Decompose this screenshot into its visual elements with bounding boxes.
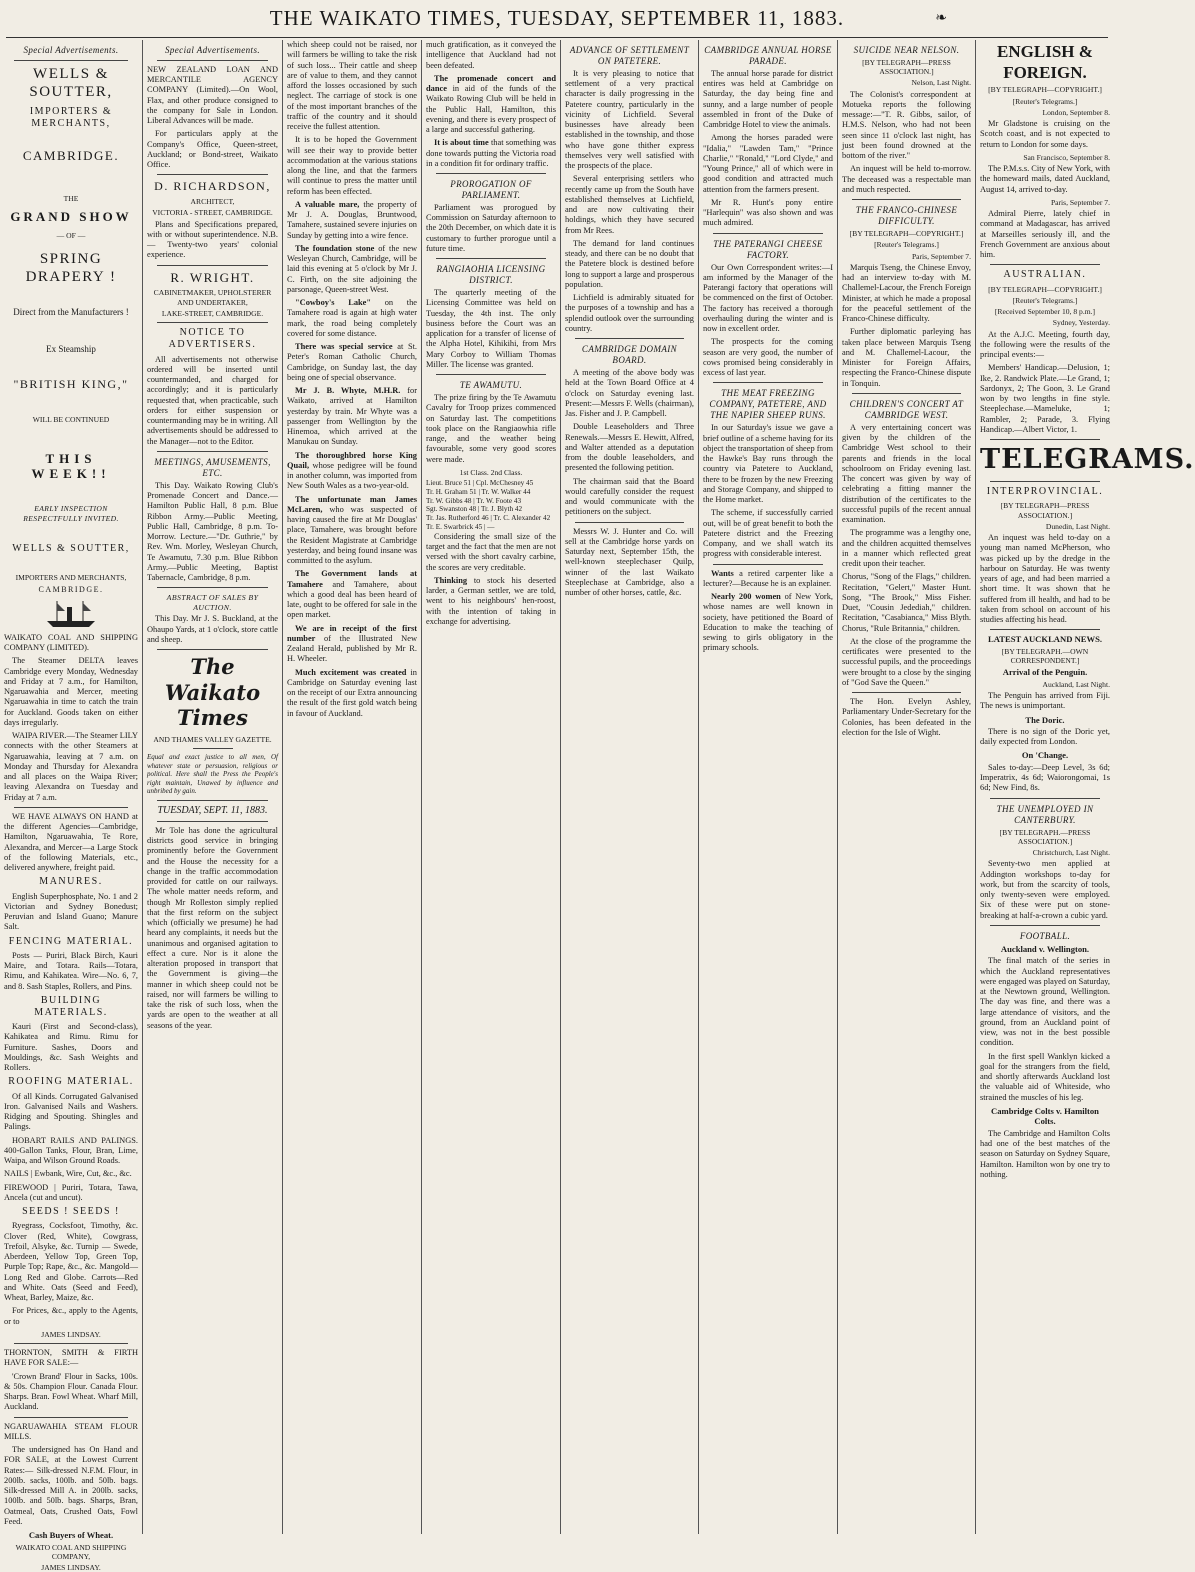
masthead-title: THE WAIKATO TIMES, TUESDAY, SEPTEMBER 11, 1883.	[269, 6, 845, 30]
parliament-text: Parliament was prorogued by Commission on Saturday afternoon to the 20th December, on which date it is customary to further prorogue until a future time.	[426, 202, 556, 253]
building-heading: BUILDING MATERIALS.	[34, 994, 108, 1019]
divider	[990, 481, 1100, 482]
divider	[852, 393, 961, 394]
item-text: in Cambridge on Saturday evening last on the receipt of our Extra announcing the result of the first gold watch being in favour of Auckland.	[287, 667, 417, 718]
horse-parade-p2: Among the horses paraded were "Idalia," "Lawden Tam," "Prince Charlie," "Ronald," "Lord Clyde," and "Young Prince," all of which were in good condition and attracted much attention from the farmers present.	[703, 133, 833, 194]
suicide-place: Nelson, Last Night.	[911, 78, 971, 88]
suicide-p2: An inquest will be held to-morrow. The deceased was a respectable man and much respected.	[842, 164, 971, 194]
franco-source: [BY TELEGRAPH—COPYRIGHT.]	[849, 229, 964, 239]
score-row: Tr. Jas. Rutherford 46 | Tr. C. Alexander 42	[426, 514, 551, 523]
change-heading: On 'Change.	[1021, 750, 1069, 761]
ad-the: THE	[63, 193, 79, 203]
divider	[990, 798, 1100, 799]
ad-inspection: EARLY INSPECTION RESPECTFULLY INVITED.	[23, 504, 119, 523]
leader-close: It is to be hoped the Government will see their way to provide better accommodation at the various stations along the line, and that the farmers will continue to press the matter until reform has been effected.	[287, 135, 417, 196]
richardson-name: D. RICHARDSON,	[154, 179, 271, 194]
children-concert-p3: At the close of the programme the certificates were presented to the successful pupils, and the proceedings were brought to a close by the singing of "God Save the Queen."	[842, 636, 971, 687]
australian-heading: AUSTRALIAN.	[1003, 269, 1087, 281]
divider	[157, 451, 268, 452]
te-awamutu-text: The prize firing by the Te Awamutu Cavalry for Troop prizes commenced on Saturday last. The competitions took place on the Rangiaowhia rifle range, and the weather being favourable, some very good scores were made.	[426, 393, 556, 464]
seeds-text: Ryegrass, Cocksfoot, Timothy, &c. Clover (Red, White), Cowgrass, Trefoil, Alsyke, &c. Turnip — Swede, Aberdeen, Yellow Top, Green Top, Purple Top; Rape, &c., &c. Mangold—Long Red and Globe. Carrots—Red and White. Oats (Seed and Feed), Wheat, Barley, Maize, &c.	[4, 1221, 138, 1303]
item-text: at St. Peter's Roman Catholic Church, Cambridge, on Sunday last, the day being one of special observance.	[287, 342, 418, 382]
divider	[990, 629, 1100, 630]
domain-board-p2: Double Leaseholders and Three Renewals.—Messrs E. Hewitt, Alfred, and Walter attended as a deputation from the double leaseholders, and presented the following petition.	[565, 422, 694, 473]
penguin-heading: Arrival of the Penguin.	[1002, 667, 1088, 678]
cheese-factory-heading: THE PATERANGI CHEESE FACTORY.	[713, 238, 823, 260]
paris-place: Paris, September 7.	[1050, 197, 1110, 207]
change-text: Sales to-day:—Deep Level, 3s 6d; Imperatrix, 4s 6d; Waiorongomai, 1s 6d; New Find, 8s.	[980, 762, 1110, 793]
horse-parade-p3: Mr R. Hunt's pony entire "Harlequin" was also shown and was much admired.	[703, 197, 833, 228]
colts-heading: Cambridge Colts v. Hamilton Colts.	[991, 1105, 1099, 1127]
section-header: Special Advertisements.	[23, 45, 119, 55]
divider	[713, 564, 823, 565]
section-header: Special Advertisements.	[164, 45, 260, 55]
column-2	[143, 40, 282, 1534]
meat-freezing-p2: The scheme, if successfully carried out, will be of great benefit to both the Patetere district and the Freezing Company, and we shall watch its progress with considerable interest.	[703, 508, 833, 559]
divider	[157, 322, 268, 323]
ad-this-week: THIS WEEK!!	[31, 450, 111, 482]
fencing-text: Posts — Puriri, Black Birch, Kauri Maire, and Totara. Rails—Totara, Rimu, and Kahikatea. Wire—No. 6, 7, and 8. Sash Staples, Rollers, and Pins.	[4, 950, 138, 991]
london-place: London, September 8.	[1042, 107, 1110, 117]
ashley-note: The Hon. Evelyn Ashley, Parliamentary Under-Secretary for the Colonies, has been defeated in the election for the Isle of Wight.	[842, 697, 971, 737]
notice-heading: NOTICE TO ADVERTISERS.	[168, 327, 257, 351]
settlement-p1: It is very pleasing to notice that settlement of a very practical character is daily progressing in the Patetere country, particularly in the vicinity of Lichfield. Several businesses have already been established in the township, and those who have gone thither express themselves very well satisfied with the prospects of the place.	[565, 68, 694, 171]
settlement-p3: The demand for land continues steady, and there can be no doubt that the Patetere block is destined before long to support a large and prosperous population.	[565, 238, 694, 289]
item-lead: The unfortunate man James McLaren,	[287, 494, 417, 514]
wheat-company: WAIKATO COAL AND SHIPPING COMPANY,	[15, 1542, 127, 1561]
nails-text: NAILS | Ewbank, Wire, Cut, &c., &c.	[4, 1169, 132, 1179]
item-text: the property of Mr J. A. Douglas, Bruntwood, Tamahere, sustained severe injuries on Sunday by getting into a wire fence.	[287, 199, 417, 240]
english-reuter: [Reuter's Telegrams.]	[1012, 96, 1078, 106]
town-name: CAMBRIDGE.	[22, 147, 120, 163]
dunedin-text: An inquest was held to-day on a young man named McPherson, who was picked up by the dredge in the harbour on Saturday. He was twenty years of age, and had been married a short time. It was shown that he suffered from ill health, and had to be taken from school on account of his studies affecting his head.	[980, 533, 1110, 625]
steam-text: The Steamer DELTA leaves Cambridge every Monday, Wednesday and Friday at 7 a.m., for Hamilton, Ngaruawahia and Mercer, meeting Ngaruawahia in time to catch the train for Auckland. Goods taken on either days irregularly.	[4, 656, 138, 727]
settlement-p2: Several enterprising settlers who recently came up from the South have established themselves at Lichfield, and are now cultivating their holdings, which they have secured from Mr Rees.	[565, 174, 694, 235]
lindsay-sign: JAMES LINDSAY.	[41, 1329, 101, 1339]
doric-text: There is no sign of the Doric yet, daily expected from London.	[980, 726, 1110, 747]
manures-heading: MANURES.	[39, 876, 103, 888]
paris-text: Admiral Pierre, lately chief in command at Madagascar, has arrived at Marseilles seriously ill, and the French Government are anxious about him.	[980, 209, 1110, 260]
column-1	[0, 40, 142, 1572]
auckland-news-heading: LATEST AUCKLAND NEWS.	[987, 634, 1103, 645]
ngaru-heading: NGARUAWAHIA STEAM FLOUR MILLS.	[4, 1421, 138, 1441]
fencing-heading: FENCING MATERIAL.	[8, 935, 134, 947]
interprovincial-heading: INTERPROVINCIAL.	[986, 486, 1104, 498]
firm-subtitle-2: IMPORTERS AND MERCHANTS,	[15, 572, 127, 582]
column-4	[422, 40, 560, 1534]
roofing-heading: ROOFING MATERIAL.	[8, 1076, 134, 1088]
firewood-text: FIREWOOD | Puriri, Totara, Tawa, Ancela (cut and uncut).	[4, 1182, 138, 1202]
divider	[14, 1343, 128, 1344]
sydney-place: Sydney, Yesterday.	[1052, 318, 1110, 328]
football-p1: The final match of the series in which the Auckland representatives were engaged was played on Saturday, at the Newtown ground, Wellington. The day was fine, and there was a large attendance of visitors, and the ground, from an Auckland point of view, was not in the best possible condition.	[980, 956, 1110, 1048]
divider	[713, 233, 823, 234]
divider	[990, 439, 1100, 440]
te-awamutu-heading: TE AWAMUTU.	[459, 380, 523, 391]
horse-parade-heading: CAMBRIDGE ANNUAL HORSE PARADE.	[704, 45, 832, 66]
divider	[14, 1417, 128, 1418]
meetings-heading: MEETINGS, AMUSEMENTS, ETC.	[154, 456, 271, 478]
masthead-ornament-icon: ❧	[935, 11, 948, 26]
meat-freezing-heading: THE MEAT FREEZING COMPANY, PATETERE, AND THE NAPIER SHEEP RUNS.	[709, 388, 827, 421]
divider	[157, 265, 268, 266]
divider	[575, 522, 684, 523]
building-text: Kauri (First and Second-class), Kahikatea and Rimu. Rimu for Furniture. Sashes, Doors and Mouldings, &c. Sash Weights and Rollers.	[4, 1022, 138, 1073]
rangiaohia-heading: RANGIAOHIA LICENSING DISTRICT.	[436, 264, 546, 286]
hobart-text: HOBART RAILS AND PALINGS. 400-Gallon Tanks, Flour, Bran, Lime, Waipa, and Wilson Ground Roads.	[4, 1135, 138, 1166]
richardson-text: Plans and Specifications prepared, with or without superintendence. N.B. — Twenty-two years' colonial experience.	[147, 219, 278, 260]
auckland-wellington-heading: Auckland v. Wellington.	[1000, 943, 1090, 954]
football-p2: In the first spell Wanklyn kicked a goal for the strangers from the field, and shortly afterwards Auckland lost the valuable aid of Whiteside, who strained the muscles of his leg.	[980, 1051, 1110, 1102]
australian-reuter: [Reuter's Telegrams.]	[1012, 295, 1078, 305]
item-text: and Tamahere, about which a good deal has been heard of late, ought to be offered for sale in the open market.	[287, 579, 417, 620]
notice-text: All advertisements not otherwise ordered will be inserted until countermanded, and charged for accordingly; and it is particularly requested that, when practicable, such orders for either suspension or countermanding may be in writing. All advertisements should be addressed to the Manager—not to the Editor.	[147, 354, 278, 446]
franco-heading: THE FRANCO-CHINESE DIFFICULTY.	[855, 205, 958, 227]
thornton-heading: THORNTON, SMITH & FIRTH HAVE FOR SALE:—	[4, 1348, 138, 1368]
children-concert-heading: CHILDREN'S CONCERT AT CAMBRIDGE WEST.	[849, 398, 964, 420]
steam-company: WAIKATO COAL AND SHIPPING COMPANY (LIMITED).	[4, 632, 138, 653]
franco-reuter: [Reuter's Telegrams.]	[874, 240, 939, 250]
divider	[14, 807, 128, 808]
scores-after: Considering the small size of the target and the fact that the men are not versed with the short cavalry carbine, the scores are very creditable.	[426, 531, 556, 572]
leader-continued: which sheep could not be raised, nor will farmers be willing to take the risk of such loss... Their cattle and sheep are of value to them, and they cannot afford the losses occasioned by such neglect. The carriage of stock is one of the most important branches of the traffic of the country and it should receive the fullest attention.	[287, 40, 417, 131]
divider	[990, 925, 1100, 926]
roofing-text: Of all Kinds. Corrugated Galvanised Iron. Galvanised Nails and Washers. Ridging and Spouting. Shingles and Palings.	[4, 1091, 138, 1132]
domain-board-heading: CAMBRIDGE DOMAIN BOARD.	[581, 344, 678, 366]
score-row: Tr. H. Graham 51 | Tr. W. Walker 44	[426, 487, 531, 496]
wright-title: CABINETMAKER, UPHOLSTERER AND UNDERTAKER,	[153, 288, 272, 307]
richardson-title: ARCHITECT,	[190, 197, 235, 207]
item-lead: Thinking	[434, 575, 468, 585]
sydney-text: At the A.J.C. Meeting, fourth day, the following were the results of the principal events:—	[980, 329, 1110, 360]
divider	[990, 264, 1100, 265]
item-lead: Wants	[711, 568, 734, 578]
ad-spring-drapery: SPRING DRAPERY !	[25, 251, 117, 286]
dunedin-place: Dunedin, Last Night.	[1045, 521, 1110, 531]
item-lead: "Cowboy's Lake"	[295, 298, 372, 307]
item-text: whose pedigree will be found in another column, was imported from New South Wales as a two-year-old.	[287, 460, 417, 491]
divider	[157, 649, 268, 650]
english-source: [BY TELEGRAPH—COPYRIGHT.]	[988, 85, 1102, 95]
town-name-2: CAMBRIDGE.	[38, 585, 104, 595]
english-foreign-heading: ENGLISH & FOREIGN.	[997, 42, 1093, 82]
australian-received: [Received September 10, 8 p.m.]	[994, 307, 1096, 317]
firm-subtitle: IMPORTERS & MERCHANTS,	[29, 105, 113, 129]
christchurch-place: Christchurch, Last Night.	[1032, 848, 1110, 858]
horse-parade-p1: The annual horse parade for district entires was held at Cambridge on Saturday, the day being fine and sunny, and a large number of people assembled in front of the Duke of Cambridge Hotel to view the animals.	[703, 68, 833, 130]
telegrams-heading: TELEGRAMS.	[980, 444, 1195, 476]
item-text: a retired carpenter like a lecturer?—Because he is an explainer.	[703, 568, 834, 588]
divider	[713, 382, 823, 383]
christchurch-text: Seventy-two men applied at Addington workshops to-day for work, but from the scarcity of tools, only twenty-seven were employed. Six of these were put on stone-breaking at half-a-crown a cubic yard.	[980, 859, 1110, 920]
divider	[436, 173, 546, 174]
item-lead: The promenade concert and dance	[426, 73, 556, 93]
divider	[436, 258, 546, 259]
race-results: Members' Handicap.—Delusion, 1; Ike, 2. Randwick Plate.—Le Grand, 1; Sardonyx, 2; The Goon, 3. Le Grand won by two lengths in fine style. Steeplechase.—Mameluke, 1; Rambler, 2; Parade, 3. Flying Handicap.—Albert Victor, 1.	[980, 363, 1110, 434]
item-lead: A valuable mare,	[295, 199, 360, 209]
cheese-factory-p1: Our Own Correspondent writes:—I am informed by the Manager of the Paterangi factory that operations will be commenced on the first of October. The factory has received a thorough overhauling during the winter and is now in excellent order.	[703, 262, 833, 334]
column-8	[976, 40, 1195, 1534]
ad-grand-show: GRAND SHOW	[10, 209, 132, 225]
wright-name: R. WRIGHT.	[170, 269, 255, 285]
divider	[157, 800, 268, 801]
unemployed-heading: THE UNEMPLOYED IN CANTERBURY.	[996, 803, 1094, 825]
firm-name: WELLS & SOUTTER,	[29, 65, 113, 101]
nz-loan-text-2: For particulars apply at the Company's Office, Queen-street, Auckland; or Bond-street, Waikato Office.	[147, 129, 278, 170]
rangiaohia-text: The quarterly meeting of the Licensing Committee was held on Tuesday, the 4th inst. The only business before the Court was an application for a transfer of license of the Alpha Hotel, Kihikihi, from Mrs Mary Corboy to William Thomas Miller. The license was granted.	[426, 288, 556, 369]
item-text: of the new Wesleyan Church, Cambridge, will be laid this evening at 5 o'clock by Mr J. C. Firth, on the site adjoining the parsonage, Queen-street West.	[287, 243, 418, 294]
item-text: for Waikato, arrived at Hamilton yesterday by train. Mr Whyte was a passenger from Wellington by the Hinemoa, which arrived at the Manukau on Sunday.	[287, 386, 417, 447]
item-text: of New York, whose names are well known in society, have petitioned the Board of Education to make the teaching of sewing to girls obligatory in the primary schools.	[703, 592, 834, 653]
ngaru-text: The undersigned has On Hand and FOR SALE, at the Lowest Current Rates:— Silk-dressed N.F.M. Flour, in 200lb. sacks, 100lb. and 50lb. bags. Silk-dressed Mill A. in 200lb. sacks, 100lb. and 50lb. bags. Sharps, Bran, Oatmeal, Oats, Crushed Oats, Fowl Feed.	[4, 1445, 138, 1526]
interprovincial-source: [BY TELEGRAPH—PRESS ASSOCIATION.]	[1000, 501, 1090, 520]
thornton-items: 'Crown Brand' Flour in Sacks, 100s. & 50s. Champion Flour. Canada Flour. Sharps. Bran. Fowl Wheat. Wharf Mill, Auckland.	[4, 1371, 138, 1412]
children-concert-programme: Chorus, "Song of the Flags," children. Recitation, "Gelert," Master Hunt. Song, "The Brook," Miss Fisher. Duet, "Cousin Jedediah," children. Recitation, "Casabianca," Miss Blyth. Chorus, "Rule Britannia," children.	[842, 572, 971, 633]
colts-text: The Cambridge and Hamilton Colts had one of the best matches of the season on Saturday on Sydney Square, Hamilton. Hamilton won by one try to nothing.	[980, 1128, 1110, 1179]
item-lead: Much excitement was created	[295, 667, 407, 677]
column-7	[838, 40, 975, 1534]
football-heading: FOOTBALL.	[1019, 930, 1071, 941]
item-lead: We are in receipt of the first number	[287, 623, 417, 643]
sale-note: Messrs W. J. Hunter and Co. will sell at the Cambridge horse yards on Saturday next, September 15th, the well-known steeplechaser Quilp, winner of the last Waikato Steeplechase at Cambridge, also a number of other horses, cattle, &c.	[565, 526, 694, 598]
ad-of: — OF —	[56, 230, 86, 240]
suicide-source: [BY TELEGRAPH—PRESS ASSOCIATION.]	[862, 57, 951, 77]
sales-heading: ABSTRACT OF SALES BY AUCTION.	[166, 593, 259, 612]
leader-text: Mr Tole has done the agricultural districts good service in bringing prominently before the Government and the House the necessity for a change in the traffic accommodation provided for cattle on our railways. The whole matter needs reform, and though Mr Rolleston simply replied that the first reform on the subject which (officially we presume) he had heard any complaints, it needs but the unanimous and organised agitation to effect a cure. Nor is it alone the alteration proposed in transport that the Government is giving—the manner in which sheep could not be raised, nor will farmers be willing to take the risk of such loss, when the yards are open to the weather at all seasons of the year.	[147, 825, 278, 1030]
domain-board-p1: A meeting of the above body was held at the Town Board Office at 4 o'clock on Saturday evening last. Present:—Messrs F. Wells (chairman), Jas. Fisher and J. P. Campbell.	[565, 368, 694, 419]
item-text: to stock his deserted larder, a German settler, we are told, went to his neighbours' hen-roost, with the intention of taking in exchange for advertising.	[426, 575, 556, 626]
ad-ship-name: "BRITISH KING,"	[13, 376, 129, 391]
seeds-heading: SEEDS ! SEEDS !	[22, 1206, 120, 1218]
ad-direct: Direct from the Manufacturers !	[13, 306, 129, 317]
score-row: Tr. E. Swarbrick 45 | —	[426, 523, 495, 531]
scores-header: 1st Class. 2nd Class.	[459, 467, 523, 477]
steamship-icon	[43, 599, 99, 629]
ad-continued: WILL BE CONTINUED	[32, 415, 110, 425]
item-lead: It is about time	[434, 138, 489, 148]
meat-freezing-p1: In our Saturday's issue we gave a brief outline of a scheme having for its object the transportation of sheep from the Hawke's Bay runs through the country via Patetere to Auckland, there to be frozen by the new Freezing and Storage Company, and shipped to the Home market.	[703, 423, 834, 505]
suicide-heading: SUICIDE NEAR NELSON.	[853, 45, 960, 55]
ad-ex-steamship: Ex Steamship	[46, 343, 96, 354]
firm-name-2: WELLS & SOUTTER,	[12, 542, 130, 554]
meetings-text: This Day. Waikato Rowing Club's Promenade Concert and Dance.—Hamilton Public Hall, 8 p.m. Blue Ribbon Army.—Public Meeting, Public Hall, Cambridge, 8 p.m. To-Morrow. Lecture.—"Dr. Guthrie," by Rev. Wm. Morley, Wesleyan Church, Te Awamutu, 7.30 p.m. Blue Ribbon Army.—Public Meeting, Baptist Tabernacle, Cambridge, 8 p.m.	[147, 480, 278, 583]
paper-subtitle: AND THAMES VALLEY GAZETTE.	[153, 734, 272, 744]
item-lead: There was special service	[295, 342, 393, 351]
manures-text: English Superphosphate, No. 1 and 2 Victorian and Sydney Bonedust; Peruvian and Island Guano; Manure Salt.	[4, 891, 138, 932]
item-lead: The Government lands at Tamahere	[287, 569, 417, 589]
children-concert-p1: A very entertaining concert was given by the children of the Cambridge West school to their parents and friends in the local schoolroom on Friday evening last. The concert was given by way of celebrating a fitting manner the distribution of the certificates to the successful pupils of the recent annual examination.	[842, 422, 971, 525]
sanfran-text: The P.M.s.s. City of New York, with the homeward mails, dated Auckland, August 14, arrived to-day.	[980, 164, 1110, 194]
penguin-text: The Penguin has arrived from Fiji. The news is unimportant.	[980, 691, 1110, 711]
on-hand-text: WE HAVE ALWAYS ON HAND at the different Agencies—Cambridge, Hamilton, Ngaruawahia, Te Rore, Alexandra, and Mercer—a Large Stock of the following Materials, etc., delivered anywhere, freight paid.	[4, 811, 138, 873]
children-concert-p2: The programme was a lengthy one, and the children acquitted themselves in a manner which reflected great credit upon their teacher.	[842, 528, 971, 569]
column-5	[561, 40, 698, 1534]
unemployed-source: [BY TELEGRAPH.—PRESS ASSOCIATION.]	[999, 827, 1091, 846]
richardson-address: VICTORIA - STREET, CAMBRIDGE.	[152, 208, 273, 218]
item-text: who was suspected of having caused the fire at Mr Douglas' place, Tamahere, was brought before the Resident Magistrate at Cambridge yesterday, and being found insane was committed to the asylum.	[287, 504, 418, 565]
divider	[193, 748, 233, 749]
column-6	[699, 40, 837, 1534]
franco-place: Paris, September 7.	[911, 251, 971, 261]
masthead	[0, 6, 1114, 36]
divider	[436, 374, 546, 375]
settlement-p4: Lichfield is admirably situated for the purposes of a township and has a splendid outlook over the surrounding country.	[565, 293, 694, 333]
concert-lead-in: much gratification, as it conveyed the intelligence that Auckland had not been defeated.	[426, 40, 556, 70]
divider	[14, 60, 128, 61]
cheese-factory-p2: The prospects for the coming season are very good, the number of cows promised being considerably in excess of last year.	[703, 337, 833, 378]
penguin-place: Auckland, Last Night.	[1042, 679, 1110, 689]
franco-p2: Further diplomatic parleying has taken place between Marquis Tseng and M. Challemel-Lacour, the Minister for Foreign Affairs, respecting the Franco-Chinese dispute in Tonquin.	[842, 327, 971, 388]
domain-board-p3: The chairman said that the Board would carefully consider the request and would communicate with the petitioners on the subject.	[565, 476, 694, 517]
franco-p1: Marquis Tseng, the Chinese Envoy, had an interview to-day with M. Challemel-Lacour, the French Foreign Minister, at which he made a proposal for the peaceful settlement of the Franco-Chinese difficulty.	[842, 262, 971, 324]
wheat-heading: Cash Buyers of Wheat.	[28, 1530, 114, 1541]
item-text: that something was done towards putting the Victoria road in a condition fit for ordinary traffic.	[426, 138, 556, 168]
doric-heading: The Doric.	[1025, 714, 1065, 725]
wright-address: LAKE-STREET, CAMBRIDGE.	[161, 308, 264, 318]
paper-motto: Equal and exact justice to all men, Of whatever state or persuasion, religious or political. Here shall the Press the People's right maintain, Unawed by influence and unbribed by gain.	[147, 753, 278, 796]
score-row: Tr. W. Gibbs 48 | Tr. W. Foote 43	[426, 496, 522, 505]
divider	[157, 821, 268, 822]
item-lead: Nearly 200 women	[711, 592, 781, 602]
item-lead: The thoroughbred horse King Quail,	[287, 450, 417, 470]
paper-title: The Waikato Times	[164, 654, 261, 731]
divider	[852, 692, 961, 693]
score-row: Lieut. Bruce 51 | Cpl. McChesney 45	[426, 479, 534, 488]
australian-source: [BY TELEGRAPH—COPYRIGHT.]	[988, 284, 1102, 294]
wheat-sign: JAMES LINDSAY.	[41, 1563, 101, 1572]
item-lead: Mr J. B. Whyte, M.H.R.	[295, 386, 401, 395]
divider	[575, 338, 684, 339]
item-lead: The foundation stone	[295, 243, 375, 253]
column-3	[283, 40, 421, 1534]
auckland-news-source: [BY TELEGRAPH.—OWN CORRESPONDENT.]	[1001, 646, 1089, 666]
divider	[852, 199, 961, 200]
divider	[157, 174, 268, 175]
parliament-heading: PROROGATION OF PARLIAMENT.	[450, 179, 532, 200]
waipa-text: WAIPA RIVER.—The Steamer LILY connects with the other Steamers at Ngaruawahia, leaving at 7 a.m. on Monday and Thursday for Alexandra and all places on the Waipa River; leaving Alexandra on Tuesday and Friday at 7 a.m.	[4, 731, 138, 802]
item-text: in aid of the funds of the Waikato Rowing Club will be held in the Public Hall, Hamilton, this evening, and there is every prospect of a large and successful gathering.	[426, 84, 557, 134]
masthead-rule	[6, 37, 1108, 38]
settlement-heading: ADVANCE OF SETTLEMENT ON PATETERE.	[569, 45, 690, 66]
item-text: on the Tamahere road is again at high water mark, the road being completely covered for some distance.	[287, 298, 418, 338]
sales-text: This Day. Mr J. S. Buckland, at the Ohaupo Yards, at 1 o'clock, store cattle and sheep.	[147, 614, 278, 644]
london-text: Mr Gladstone is cruising on the Scotch coast, and is not expected to return to London for some days.	[980, 119, 1110, 149]
prices-text: For Prices, &c., apply to the Agents, or to	[4, 1306, 138, 1326]
score-row: Sgt. Swanston 48 | Tr. J. Blyth 42	[426, 505, 523, 514]
divider	[157, 60, 268, 61]
issue-date: TUESDAY, SEPT. 11, 1883.	[157, 804, 268, 816]
divider	[157, 587, 268, 588]
suicide-p1: The Colonist's correspondent at Motueka reports the following message:—"T. R. Gibbs, sailor, of H.M.S. Nelson, who had not been seen since 11 o'clock last night, has just been found drowned at the bottom of the river."	[842, 89, 971, 161]
sanfran-place: San Francisco, September 8.	[1023, 152, 1110, 162]
item-text: of the Illustrated New Zealand Herald, published by Mr R. H. Wheeler.	[287, 633, 417, 664]
scores-table	[426, 479, 556, 532]
nz-loan-text: NEW ZEALAND LOAN AND MERCANTILE AGENCY COMPANY (Limited).—On Wool, Flax, and other produce consigned to the company for Sale in London. Liberal Advances will be made.	[147, 64, 278, 126]
